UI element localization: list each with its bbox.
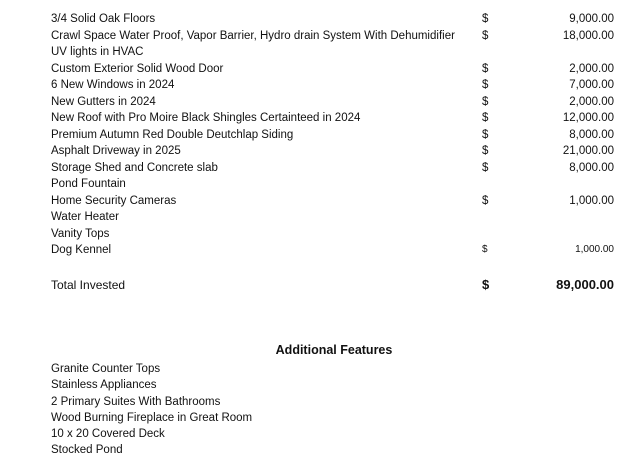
feature-item: 10 x 20 Covered Deck	[51, 428, 165, 440]
investment-row	[0, 242, 640, 258]
investment-amount: 12,000.00	[562, 112, 614, 124]
dollar-sign: $	[482, 13, 489, 25]
investment-label: Crawl Space Water Proof, Vapor Barrier, Hydro drain System With Dehumidifier	[51, 30, 455, 42]
feature-item: Wood Burning Fireplace in Great Room	[51, 412, 253, 424]
feature-item: Stocked Pond	[51, 444, 123, 456]
investment-row	[0, 176, 640, 192]
investment-label: 3/4 Solid Oak Floors	[51, 13, 156, 25]
investment-row	[0, 28, 640, 44]
investment-amount: 2,000.00	[569, 63, 614, 75]
dollar-sign: $	[482, 244, 488, 255]
dollar-sign: $	[482, 63, 489, 75]
investment-amount: 7,000.00	[569, 79, 614, 91]
investment-amount: 21,000.00	[562, 145, 614, 157]
investment-label: UV lights in HVAC	[51, 46, 144, 58]
investment-row	[0, 127, 640, 143]
feature-item: 2 Primary Suites With Bathrooms	[51, 396, 221, 408]
investment-label: Water Heater	[51, 211, 119, 223]
investment-row	[0, 44, 640, 60]
investment-label: Dog Kennel	[51, 244, 112, 256]
investment-label: Storage Shed and Concrete slab	[51, 162, 218, 174]
dollar-sign: $	[482, 96, 489, 108]
investment-row	[0, 11, 640, 27]
investment-row	[0, 193, 640, 209]
total-row	[0, 277, 640, 293]
investment-row	[0, 77, 640, 93]
investment-label: New Gutters in 2024	[51, 96, 156, 108]
dollar-sign: $	[482, 162, 489, 174]
feature-item: Stainless Appliances	[51, 379, 157, 391]
section-heading: Additional Features	[275, 343, 393, 357]
investment-amount: 9,000.00	[569, 13, 614, 25]
investment-row	[0, 209, 640, 225]
investment-amount: 1,000.00	[575, 244, 614, 255]
dollar-sign: $	[482, 277, 490, 292]
dollar-sign: $	[482, 79, 489, 91]
investment-label: New Roof with Pro Moire Black Shingles Certainteed in 2024	[51, 112, 361, 124]
investment-amount: 1,000.00	[569, 195, 614, 207]
investment-row	[0, 110, 640, 126]
investment-label: Custom Exterior Solid Wood Door	[51, 63, 224, 75]
investment-label: Premium Autumn Red Double Deutchlap Siding	[51, 129, 294, 141]
investment-row	[0, 226, 640, 242]
investment-row	[0, 61, 640, 77]
investment-label: Pond Fountain	[51, 178, 126, 190]
investment-amount: 2,000.00	[569, 96, 614, 108]
investment-row	[0, 94, 640, 110]
total-amount: 89,000.00	[556, 277, 614, 292]
dollar-sign: $	[482, 30, 489, 42]
feature-item: Granite Counter Tops	[51, 363, 161, 375]
investment-amount: 18,000.00	[562, 30, 614, 42]
investment-row	[0, 160, 640, 176]
investment-label: 6 New Windows in 2024	[51, 79, 175, 91]
total-label: Total Invested	[51, 278, 126, 292]
investment-label: Asphalt Driveway in 2025	[51, 145, 181, 157]
dollar-sign: $	[482, 129, 489, 141]
dollar-sign: $	[482, 112, 489, 124]
investment-amount: 8,000.00	[569, 162, 614, 174]
investment-row	[0, 143, 640, 159]
investment-label: Vanity Tops	[51, 228, 110, 240]
dollar-sign: $	[482, 145, 489, 157]
investment-amount: 8,000.00	[569, 129, 614, 141]
dollar-sign: $	[482, 195, 489, 207]
investment-label: Home Security Cameras	[51, 195, 177, 207]
